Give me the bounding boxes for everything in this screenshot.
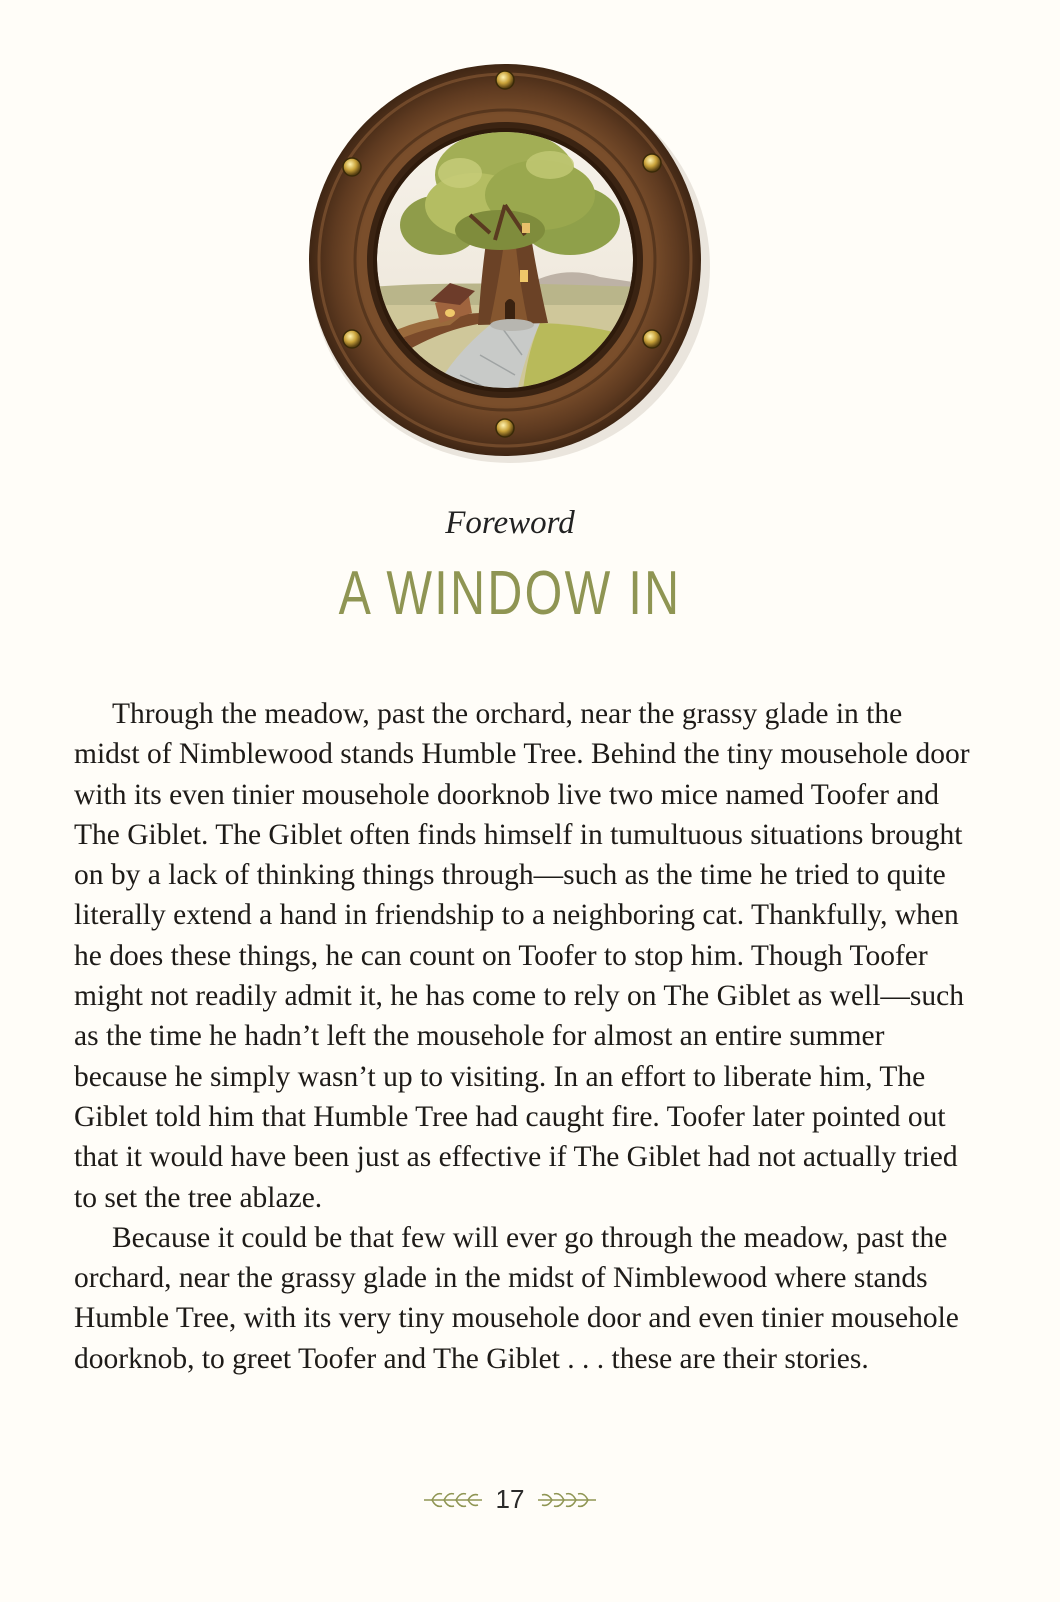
paragraph: Through the meadow, past the orchard, near the grassy glade in the midst of Nimblewood stands Humble Tree. Behind the tiny mousehole door with its even tinier mousehole doorknob live two mice named Toofer and The Giblet. The Giblet often finds himself in tumultuous situations brought on by a lack of thinking things through—such as the time he tried to quite literally extend a hand in friendship to a neighboring cat. Thankfully, when he does these things, he can count on Toofer to stop him. Though Toofer might not readily admit it, he has come to rely on The Giblet as well—such as the time he hadn’t left the mousehole for almost an entire summer because he simply wasn’t up to visiting. In an effort to liberate him, The Giblet told him that Humble Tree had caught fire. Toofer later pointed out that it would have been just as effective if The Giblet had not actually tried to set the tree ablaze.: [74, 698, 970, 1214]
body-text: [74, 694, 974, 1379]
chapter-eyebrow: Foreword: [445, 505, 575, 541]
porthole-illustration: [300, 55, 710, 465]
right-sprig-icon: [536, 1489, 598, 1511]
paragraph: Because it could be that few will ever go through the meadow, past the orchard, near the grassy glade in the midst of Nimblewood where stands Humble Tree, with its very tiny mousehole door and even tinier mousehole doorknob, to greet Toofer and The Giblet . . . these are their stories.: [74, 1221, 959, 1375]
page-number: 17: [495, 1484, 525, 1514]
chapter-title: A WINDOW IN: [338, 559, 682, 628]
page-footer: [0, 1484, 1020, 1515]
left-sprig-icon: [422, 1489, 484, 1511]
